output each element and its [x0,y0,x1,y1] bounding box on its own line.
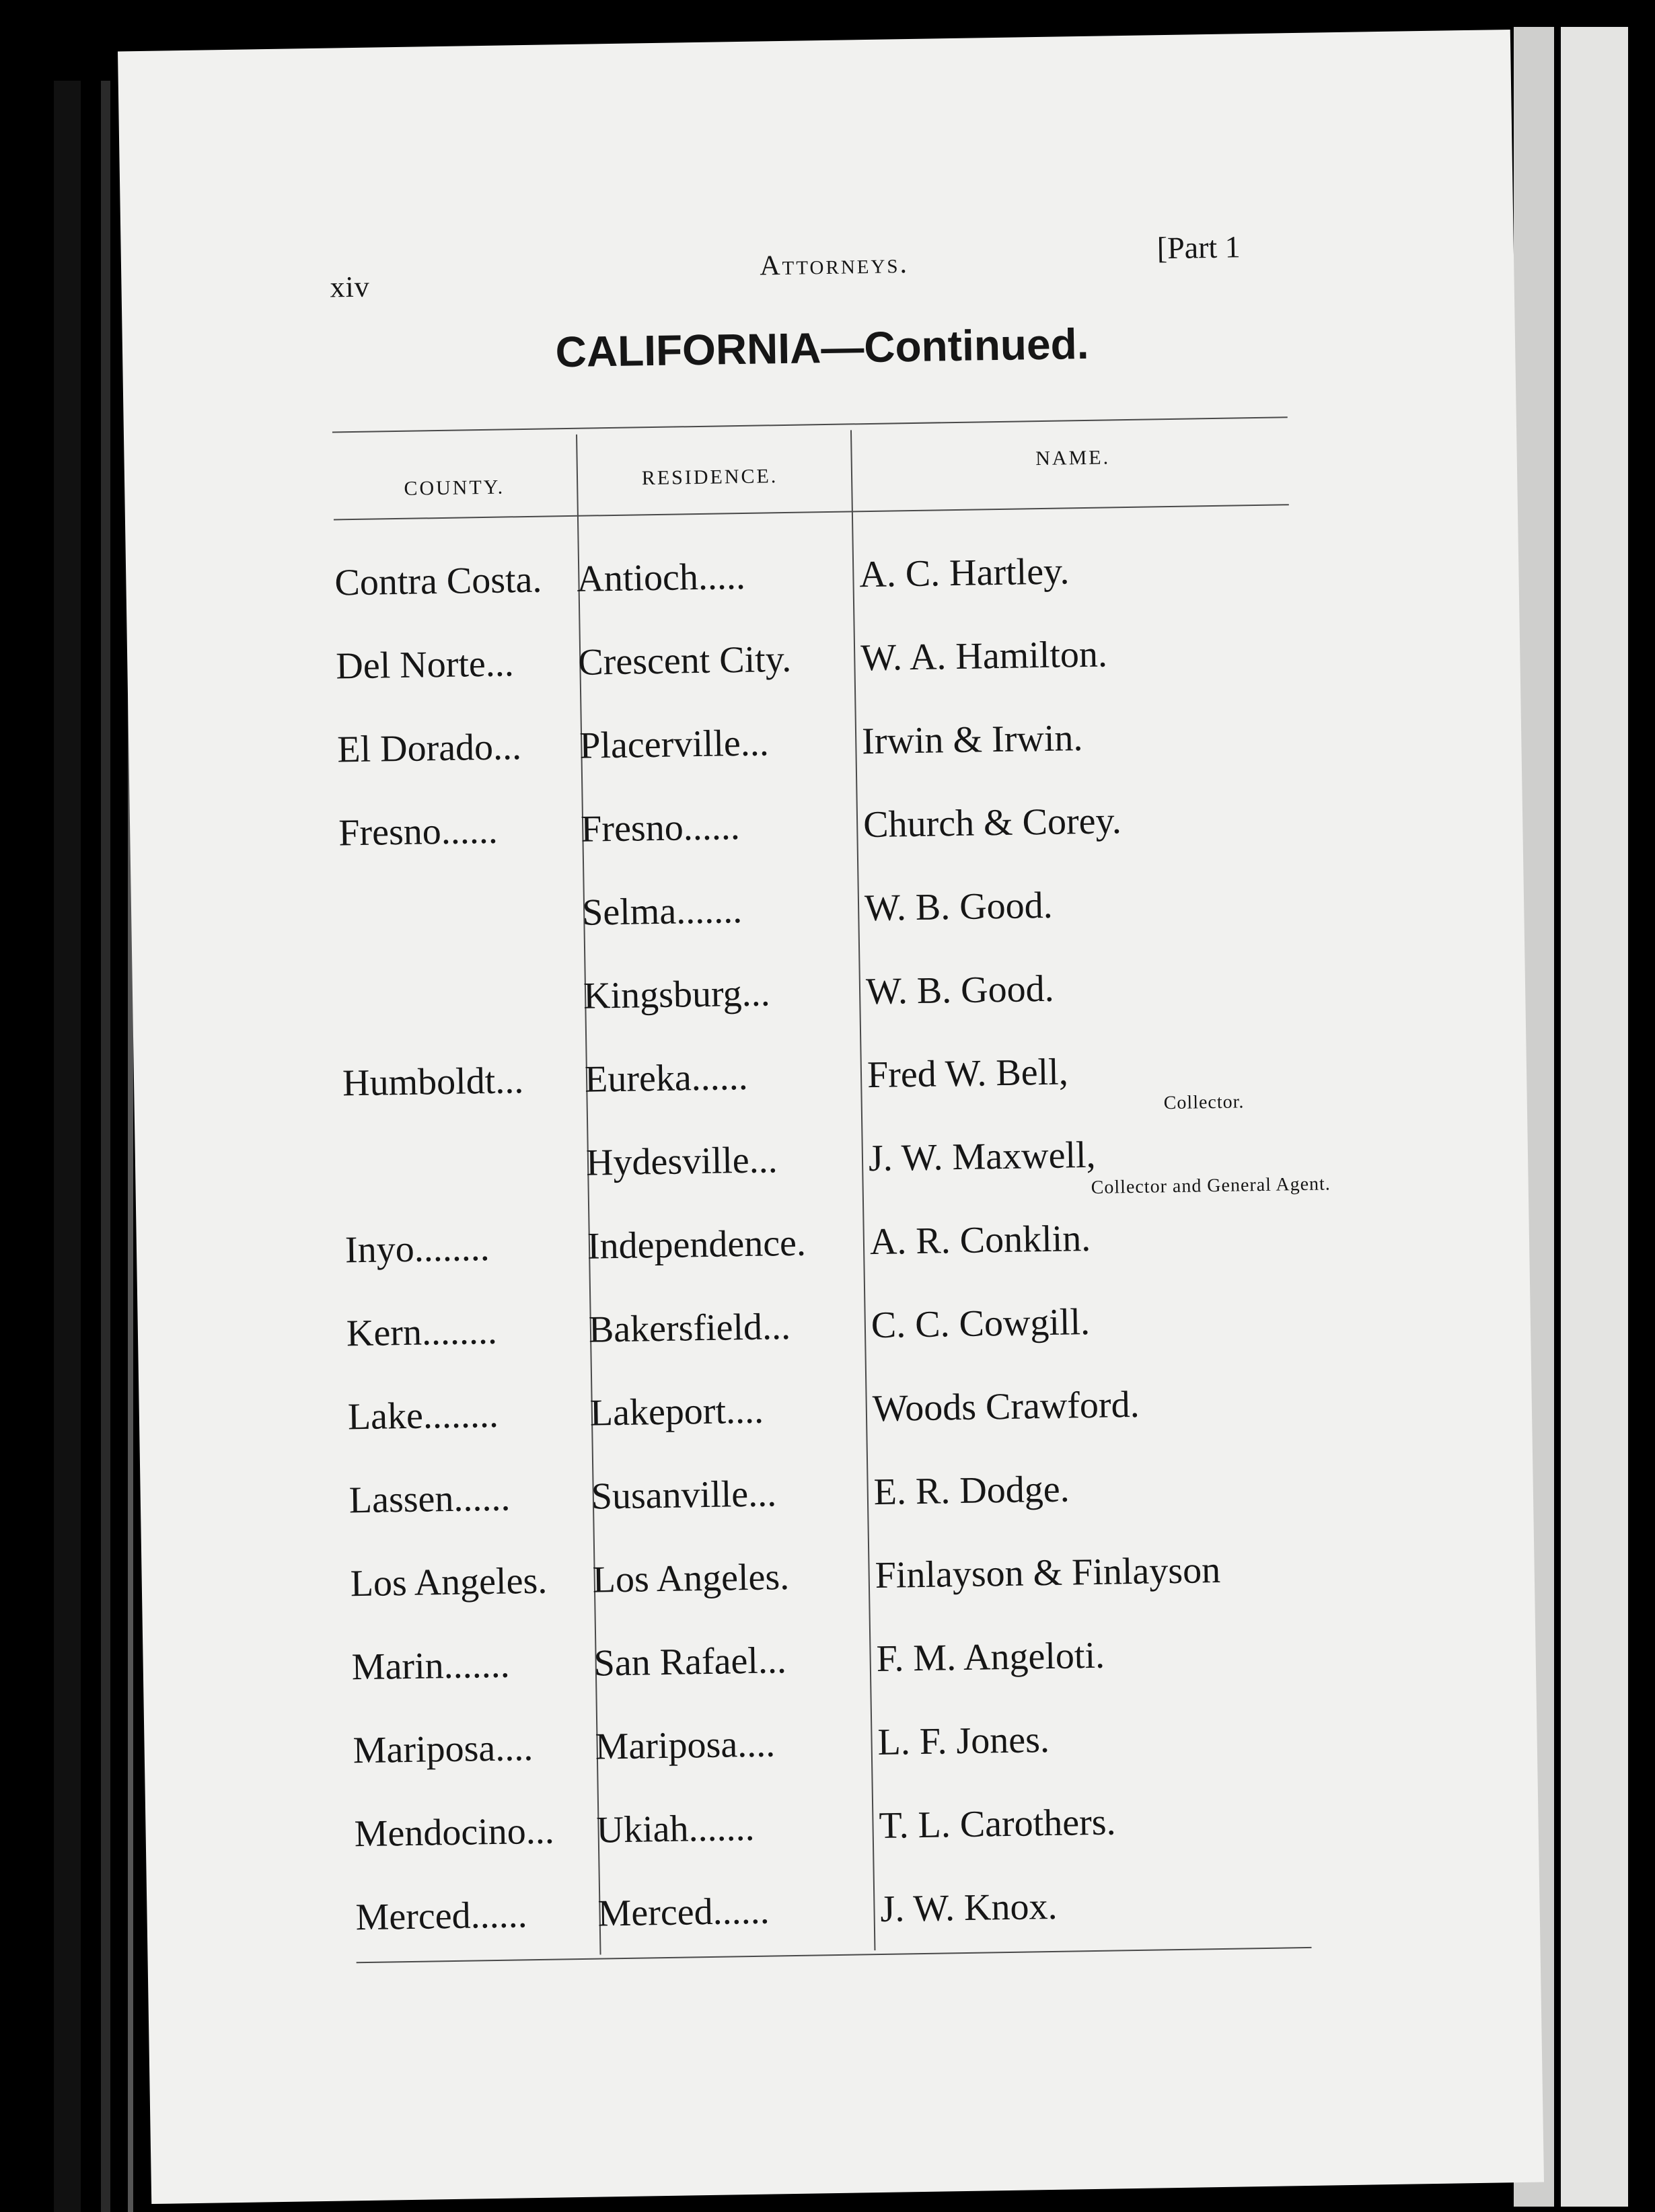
name-cell: Irwin & Irwin. [861,717,1083,763]
county-cell: Del Norte... [335,642,515,688]
page-folio: xiv [330,270,371,304]
name-cell: J. W. Knox. [880,1885,1058,1930]
column-header-name: NAME. [1035,446,1111,470]
document-page [118,30,1544,2204]
county-cell: El Dorado... [336,726,522,771]
part-marker: [Part 1 [1156,229,1241,266]
next-leaf-edge [1561,27,1628,2207]
residence-cell: Mariposa.... [595,1723,776,1768]
county-cell: Contra Costa. [334,558,542,604]
name-cell: Finlayson & Finlayson [875,1549,1221,1597]
name-cell: C. C. Cowgill. [871,1300,1091,1347]
attorney-table [118,30,1544,2204]
name-cell: A. R. Conklin. [869,1217,1091,1263]
column-header-county: COUNTY. [404,476,505,500]
county-cell: Mariposa.... [353,1727,534,1772]
county-cell: Merced...... [355,1894,528,1939]
residence-cell: San Rafael... [593,1639,787,1685]
name-note: Collector and General Agent. [1091,1173,1331,1198]
name-cell: W. A. Hamilton. [860,633,1108,679]
residence-cell: Placerville... [579,722,770,767]
residence-cell: Lakeport.... [589,1389,764,1434]
residence-cell: Hydesville... [585,1139,778,1184]
residence-cell: Los Angeles. [592,1556,790,1601]
name-cell: Woods Crawford. [872,1383,1140,1430]
name-cell: Church & Corey. [862,800,1122,846]
residence-cell: Kingsburg... [583,972,771,1017]
name-cell: Fred W. Bell, [867,1051,1069,1097]
county-cell: Mendocino... [354,1810,555,1855]
binding-edge [101,81,110,2212]
county-cell: Lake........ [347,1393,499,1438]
name-cell: F. M. Angeloti. [876,1634,1105,1681]
residence-cell: Fresno...... [580,806,741,850]
county-cell: Lassen...... [348,1477,511,1522]
county-cell: Humboldt... [342,1060,524,1105]
name-cell: A. C. Hartley. [858,550,1070,596]
residence-cell: Crescent City. [577,638,792,684]
county-cell: Los Angeles. [350,1559,548,1605]
name-cell: J. W. Maxwell, [868,1134,1096,1180]
residence-cell: Susanville... [591,1473,777,1518]
residence-cell: Bakersfield... [588,1305,791,1351]
name-cell: W. B. Good. [864,884,1054,930]
county-cell: Inyo........ [344,1226,490,1271]
name-cell: W. B. Good. [865,967,1055,1013]
county-cell: Fresno...... [338,809,499,854]
county-cell: Marin....... [351,1644,511,1689]
name-cell: T. L. Carothers. [879,1801,1116,1847]
name-cell: L. F. Jones. [877,1719,1050,1764]
residence-cell: Selma....... [581,889,743,934]
name-note: Collector. [1163,1091,1245,1114]
residence-cell: Independence. [587,1222,807,1267]
binding-edge [54,81,81,2212]
column-header-residence: RESIDENCE. [641,465,778,490]
running-title: Attorneys. [759,248,910,282]
name-cell: E. R. Dodge. [873,1468,1070,1514]
county-cell: Kern........ [346,1310,498,1355]
residence-cell: Merced...... [597,1890,770,1935]
residence-cell: Ukiah....... [596,1806,755,1851]
section-title: CALIFORNIA—Continued. [555,319,1089,377]
residence-cell: Eureka...... [584,1056,749,1101]
residence-cell: Antioch..... [576,555,746,600]
